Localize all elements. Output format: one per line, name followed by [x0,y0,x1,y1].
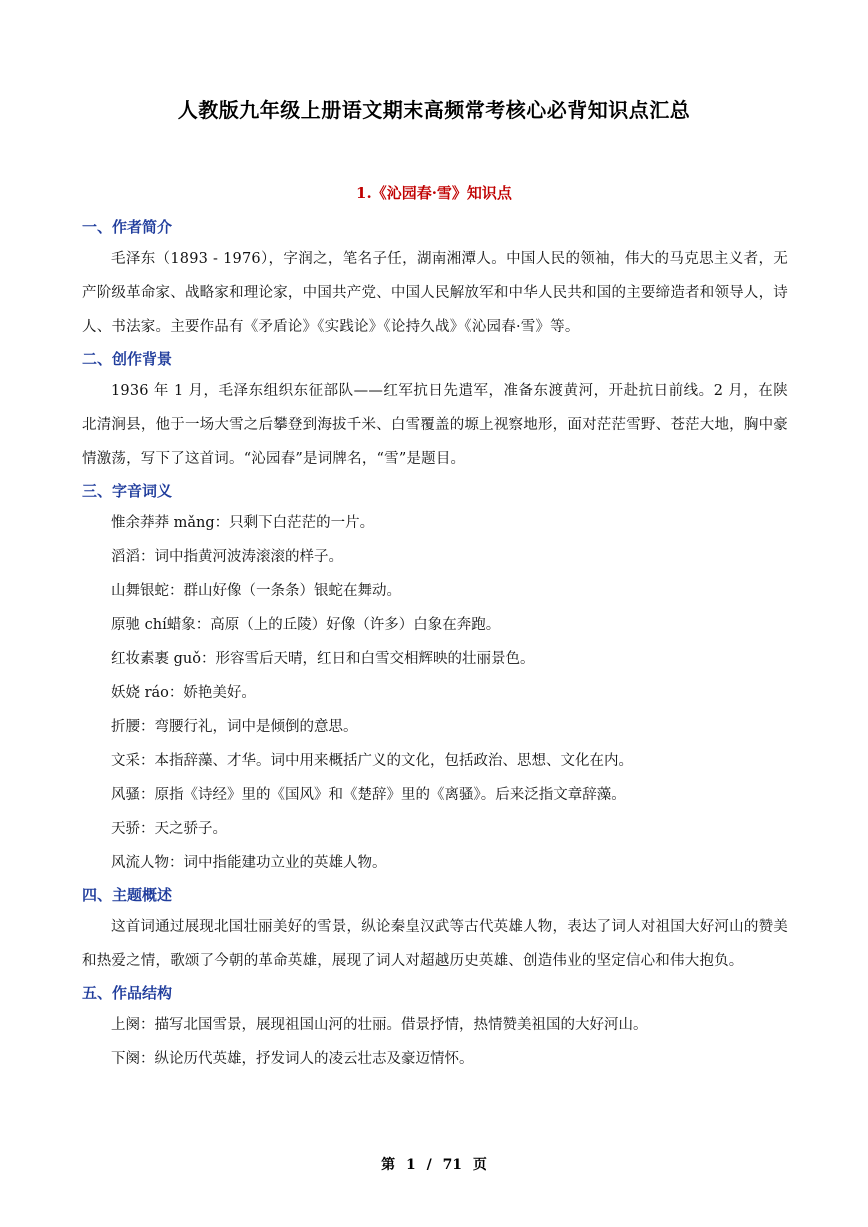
vocab-item: 原驰 chí蜡象：高原（上的丘陵）好像（许多）白象在奔跑。 [111,617,501,633]
document-title: 人教版九年级上册语文期末高频常考核心必背知识点汇总 [177,98,691,122]
author-paragraph: 毛泽东（1893 - 1976），字润之，笔名子任，湖南湘潭人。中国人民的领袖，伟大的马克思主义者，无产阶级革命家、战略家和理论家，中国共产党、中国人民解放军和中华人民共和国的主要缔造者和领导人，诗人、书法家。主要作品有《矛盾论》《实践论》《论持久战》《沁园春·雪》等。 [82,251,788,335]
structure-item: 下阕：纵论历代英雄，抒发词人的凌云壮志及豪迈情怀。 [111,1051,474,1067]
document-body [82,212,788,1076]
page-prefix: 第 [381,1157,396,1173]
vocab-item: 风骚：原指《诗经》里的《国风》和《楚辞》里的《离骚》。后来泛指文章辞藻。 [111,787,626,803]
vocab-item: 红妆素裹 guǒ：形容雪后天晴，红日和白雪交相辉映的壮丽景色。 [111,651,535,667]
vocab-item: 折腰：弯腰行礼，词中是倾倒的意思。 [111,719,358,735]
structure-item: 上阕：描写北国雪景，展现祖国山河的壮丽。借景抒情，热情赞美祖国的大好河山。 [111,1017,648,1033]
vocab-item: 滔滔：词中指黄河波涛滚滚的样子。 [111,549,343,565]
vocab-item: 文采：本指辞藻、才华。词中用来概括广义的文化，包括政治、思想、文化在内。 [111,753,633,769]
heading-structure: 五、作品结构 [82,984,173,1002]
section-title: 1.《沁园春·雪》知识点 [356,184,512,202]
vocab-item: 惟余莽莽 mǎng：只剩下白茫茫的一片。 [111,515,375,531]
total-pages: 71 [442,1157,463,1173]
page-separator: / [426,1157,432,1173]
theme-paragraph: 这首词通过展现北国壮丽美好的雪景，纵论秦皇汉武等古代英雄人物，表达了词人对祖国大好河山的赞美和热爱之情，歌颂了今朝的革命英雄，展现了词人对超越历史英雄、创造伟业的坚定信心和伟大抱负。 [82,919,788,969]
page-suffix: 页 [472,1157,487,1173]
heading-background: 二、创作背景 [82,350,173,368]
vocab-item: 天骄：天之骄子。 [111,821,227,837]
heading-author: 一、作者简介 [82,218,173,236]
vocab-item: 山舞银蛇：群山好像（一条条）银蛇在舞动。 [111,583,401,599]
vocab-item: 风流人物：词中指能建功立业的英雄人物。 [111,855,387,871]
page-number [0,1154,868,1174]
background-paragraph: 1936 年 1 月，毛泽东组织东征部队——红军抗日先遣军，准备东渡黄河，开赴抗日前线。2 月，在陕北清涧县，他于一场大雪之后攀登到海拔千米、白雪覆盖的塬上视察地形，面对茫茫雪野、苍茫大地，胸中豪情激荡，写下了这首词。“沁园春”是词牌名，“雪”是题目。 [82,383,788,467]
heading-vocab: 三、字音词义 [82,482,173,500]
current-page: 1 [405,1157,416,1173]
vocab-item: 妖娆 ráo：娇艳美好。 [111,685,256,701]
heading-theme: 四、主题概述 [82,886,173,904]
